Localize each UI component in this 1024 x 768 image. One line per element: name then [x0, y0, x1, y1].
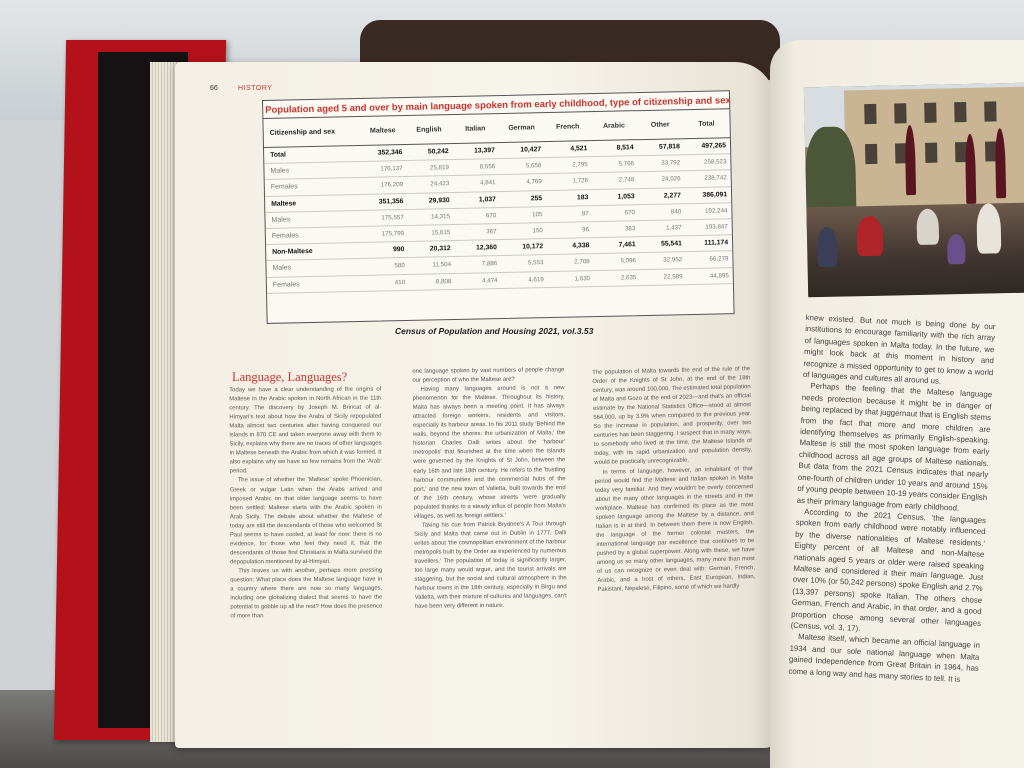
table-cell: 22,589 — [663, 272, 683, 281]
table-cell: 4,338 — [572, 242, 590, 250]
table-cell: 32,952 — [663, 256, 683, 265]
table-cell: 7,461 — [618, 241, 636, 249]
table-cell: 10,172 — [522, 243, 544, 251]
photo-window — [924, 103, 936, 123]
photo-person — [976, 203, 1001, 253]
paragraph: Today we have a clear understanding of the origins of Maltese in the Arabic spoken in North African in the 11th century. The discovery by Joseph M. Brincat of al-Himyari's text about how the Arabs of Sicily repopulated Malta almost two centuries after having conquered our islands in 870 CE and taken everyone away with them to Sicily, explains why there are no traces of other languages in Maltese beneath the Arabic from which it was formed. It also explains why we have so few remains from the 'Arab' period. — [229, 386, 382, 475]
table-cell: 66,279 — [709, 255, 729, 264]
table-cell: 33,792 — [661, 159, 681, 167]
table-cell: 4,769 — [526, 178, 542, 186]
table-cell: 351,356 — [378, 197, 404, 206]
table-cell: 176,137 — [380, 165, 403, 173]
table-cell: 238,742 — [704, 174, 727, 183]
photo-window — [864, 104, 876, 124]
photo-window — [865, 144, 877, 164]
table-cell: 25,819 — [429, 164, 450, 172]
paragraph: Maltese itself, which became an official language in 1934 and our sole national language when Malta gained Independence from Great Britain in 1964, has come a long way and has many stories to tell. It is — [788, 632, 981, 684]
table-cell: 8,514 — [616, 144, 634, 152]
photo-window — [984, 101, 996, 121]
table-row-label: Females — [271, 232, 299, 240]
photo-person — [916, 209, 939, 245]
table-cell: 11,504 — [432, 261, 452, 269]
table-cell: 258,523 — [703, 158, 727, 167]
table-cell: 5,658 — [525, 162, 542, 170]
table-cell: 8,808 — [435, 277, 452, 285]
table-body — [264, 138, 733, 293]
running-head: HISTORY — [238, 85, 273, 92]
table-cell: 386,091 — [702, 190, 728, 199]
table-cell: 2,795 — [572, 161, 588, 169]
table-cell: 13,397 — [473, 147, 495, 155]
article-column-4 — [786, 312, 995, 721]
table-row-label: Females — [270, 183, 298, 192]
photo-window — [925, 143, 937, 163]
table-cell: 7,886 — [481, 260, 498, 268]
table-cell: 2,748 — [618, 176, 635, 185]
table-row-label: Males — [272, 264, 292, 273]
table-cell: 183 — [576, 193, 589, 202]
table-cell: 14,315 — [430, 212, 451, 221]
table-cell: 96 — [582, 226, 590, 234]
table-cell: 50,242 — [427, 148, 449, 156]
table-row-label: Males — [271, 216, 291, 224]
table-header-cell: English — [416, 125, 442, 134]
table-cell: 367 — [486, 228, 497, 236]
page-number: 66 — [210, 85, 218, 92]
table-cell: 150 — [532, 227, 543, 235]
paragraph: Having many languages around is not a new phenomenon for the Maltese. Throughout its history, Malta has always been a meeting point. It has always attracted foreign workers, residents and visitors, especially its harbour areas. In his 2011 study 'Behind the walls, beyond the shores: the urbanization of Malta,' the historian Charles Dalli writes about the 'harbour' metropolis' that flourished at the time when the islands were governed by the Knights of St John, between the early 16th and late 18th century. He refers to the 'bustling harbour communities and the commercial hubs of the port,' and the new town of Valletta, built towards the end of the 16th century, whose streets 'were gradually populated thanks to a steady influx of people from Malta's villages, as well as foreign settlers.' — [412, 385, 566, 520]
table-cell: 2,708 — [574, 258, 590, 266]
paragraph: one language spoken by vast numbers of people change our perception of who the Maltese are? — [412, 367, 565, 384]
table-cell: 24,026 — [661, 175, 681, 184]
table-header-cell: French — [556, 122, 580, 131]
table-row-label: Total — [270, 151, 286, 159]
article-column-3 — [592, 365, 758, 689]
table-cell: 15,615 — [431, 229, 451, 237]
table-cell: 670 — [624, 209, 636, 217]
table-cell: 4,521 — [570, 145, 588, 153]
table-cell: 1,726 — [572, 177, 589, 185]
table-header-cell: German — [508, 123, 535, 132]
table-cell: 410 — [394, 278, 406, 286]
paragraph: Taking his cue from Patrick Brydone's A Tour through Sicily and Malta that came out in Dublin in 1777, Dalli writes about 'the cosmopolitan environment of the harbour metropolis built by the Order as experienced by numerous travellers.' The population of today is significantly larger, too large many would argue, and the tourist arrivals are staggering, but the social and cultural atmosphere in the harbour towns in the 18th century, especially in Birgu and Valletta, with their mixture of cultures and languages, can't have been very different in nature. — [414, 521, 567, 611]
table-cell: 175,799 — [381, 230, 405, 238]
table-cell: 5,553 — [527, 259, 544, 267]
table-cell: 4,474 — [482, 276, 498, 285]
table-cell: 383 — [624, 225, 636, 233]
paragraph: knew existed. But not much is being done by our institutions to encourage familiarity with the rich array of languages spoken in Malta today. In the future, we might look back at this moment in history and recognize a missed opportunity to get to know a world of languages and cultures all around us. — [802, 312, 996, 386]
table-cell: 29,930 — [428, 196, 450, 205]
paragraph: In terms of language, however, an inhabitant of that period would find the Maltese and Italian spoken in Malta today very familiar. And they wouldn't be overly concerned about the many other languages in the streets and in the workplace. Maltese has confirmed its place as the most spoken language among the Maltese by a distance, and Italian is in at third. In between them there is now English, the language of the former colonial masters, the international language par excellence that continues to be pushed by a global superpower. Along with these, we have among us so many other languages, many more than most of us can recognize or even deal with: German, French, Arabic, and a host of others, East European, Indian, Pakistani, Nepalese, Filipino, some of which we hardly — [594, 465, 756, 594]
table-row-label: Males — [270, 167, 290, 176]
table-cell: 497,265 — [701, 142, 727, 150]
table-cell: 1,037 — [478, 195, 496, 204]
table-header-cell: Italian — [465, 124, 486, 133]
table-cell: 176,209 — [380, 181, 404, 190]
table-cell: 24,423 — [430, 180, 450, 188]
census-table — [262, 90, 735, 324]
table-cell: 20,312 — [429, 245, 451, 253]
table-header-cell: Maltese — [369, 126, 396, 135]
table-cell: 10,427 — [520, 146, 542, 154]
table-cell: 44,895 — [709, 271, 729, 280]
section-heading: Language, Languages? — [232, 370, 348, 384]
table-caption: Census of Population and Housing 2021, vol.3.53 — [395, 326, 594, 336]
photo-window — [894, 103, 906, 123]
table-header-cell: Citizenship and sex — [269, 127, 336, 137]
table-cell: 255 — [530, 194, 543, 203]
table-cell: 352,346 — [377, 149, 403, 157]
table-cell: 111,174 — [704, 239, 729, 247]
article-column-2 — [412, 366, 567, 688]
table-cell: 5,766 — [618, 160, 634, 168]
table-cell: 8,556 — [479, 163, 496, 171]
paragraph: Perhaps the feeling that the Maltese language needs protection because it might be in danger of being replaced by that juggernaut that is English stems from the fact that more and more children are identifying themselves as primarily English-speaking. Maltese is still the most spoken language from early childhood across all age groups of Maltese nationals. But data from the 2021 Census indicates that nearly one-fourth of children under 10 years and around 15% of young people between 10-19 years consider English as their primary language from early childhood. — [796, 381, 993, 513]
table-header-cell: Arabic — [603, 121, 625, 130]
paragraph: The issue of whether the 'Maltese' spoke Phoenician, Greek or vulgar Latin when the Arabs arrived and imposed Arabic on that older language seems to have been settled: Maltese starts with the Arabic spoken in Arab Sicily. The debate about whether the Maltese of today are still the descendants of those who welcomed St Paul seems to have cooled, at least for now: there is no evidence, for those who feel they need it, that the descendants of those first Christians in Malta survived the depopulation mentioned by al-Himyari. — [229, 477, 383, 566]
table-cell: 2,277 — [663, 191, 681, 200]
table-cell: 105 — [532, 210, 543, 219]
table-cell: 1,630 — [574, 274, 591, 283]
table-cell: 193,847 — [705, 223, 728, 231]
cafe-terrace-crowd-photo — [804, 83, 1024, 298]
table-cell: 175,557 — [381, 213, 404, 222]
paragraph: According to the 2021 Census, 'the languages spoken from early childhood were notably influenced by the diverse nationalities of Maltese residents.' Eighty percent of all Maltese and non-Maltese nationals aged 5 years or older were raised speaking Maltese and considered it their main language. Just over 10% (or 50,242 persons) spoke English and 2.7% (13,397 persons) spoke Italian. The others chose German, French and Arabic, in that order, and a good proportion chose among several other languages (Census, vol. 3, 17). — [790, 507, 987, 633]
table-cell: 1,437 — [665, 224, 682, 232]
table-cell: 990 — [393, 246, 405, 254]
table-cell: 670 — [485, 211, 497, 220]
table-cell: 192,244 — [704, 207, 728, 215]
table-header-cell: Total — [698, 120, 715, 128]
photo-window — [954, 102, 966, 122]
table-cell: 2,635 — [620, 273, 637, 282]
table-cell: 57,818 — [658, 143, 680, 151]
photo-person — [817, 227, 838, 267]
table-cell: 5,096 — [620, 257, 637, 265]
table-title: Population aged 5 and over by main language spoken from early childhood, type of citizenship and sex — [265, 95, 731, 116]
table-cell: 55,541 — [660, 240, 682, 248]
table-cell: 87 — [581, 210, 589, 218]
photo-person — [857, 216, 884, 257]
table-row-label: Females — [272, 280, 300, 289]
article-column-1 — [229, 386, 383, 687]
table-cell: 1,053 — [617, 192, 635, 201]
table-cell: 4,619 — [528, 275, 544, 284]
photo-crowd — [806, 203, 1024, 298]
table-cell: 580 — [394, 262, 405, 270]
table-header-cell: Other — [650, 120, 670, 129]
table-row-label: Maltese — [271, 199, 297, 208]
paragraph: This leaves us with another, perhaps more pressing question: What place does the Maltese language have in a country where there are now so many languages, including one globalizing dialect that seems to have the potential to gobble up all the rest? How does the presence of more than — [230, 567, 383, 620]
table-row-label: Non-Maltese — [272, 248, 313, 257]
table-cell: 12,360 — [476, 244, 497, 252]
table-cell: 840 — [670, 208, 682, 216]
table-cell: 4,841 — [479, 179, 496, 187]
photo-person — [947, 234, 966, 264]
paragraph: The population of Malta towards the end of the rule of the Order of the Knights of St John, at the end of the 18th century, was around 100,000. The estimated total population of Malta and Gozo at the end of 2023—and that's an official estimate by the National Statistics Office—stood at almost 564,000, up by 3.9% when compared to the previous year. So the increase in population, and prosperity, over two centuries has been staggering. I suspect that in many ways, to somebody who lived at the time, the Maltese Islands of today, with its rapid urbanization and population density, would be practically unrecognizable. — [592, 366, 753, 467]
